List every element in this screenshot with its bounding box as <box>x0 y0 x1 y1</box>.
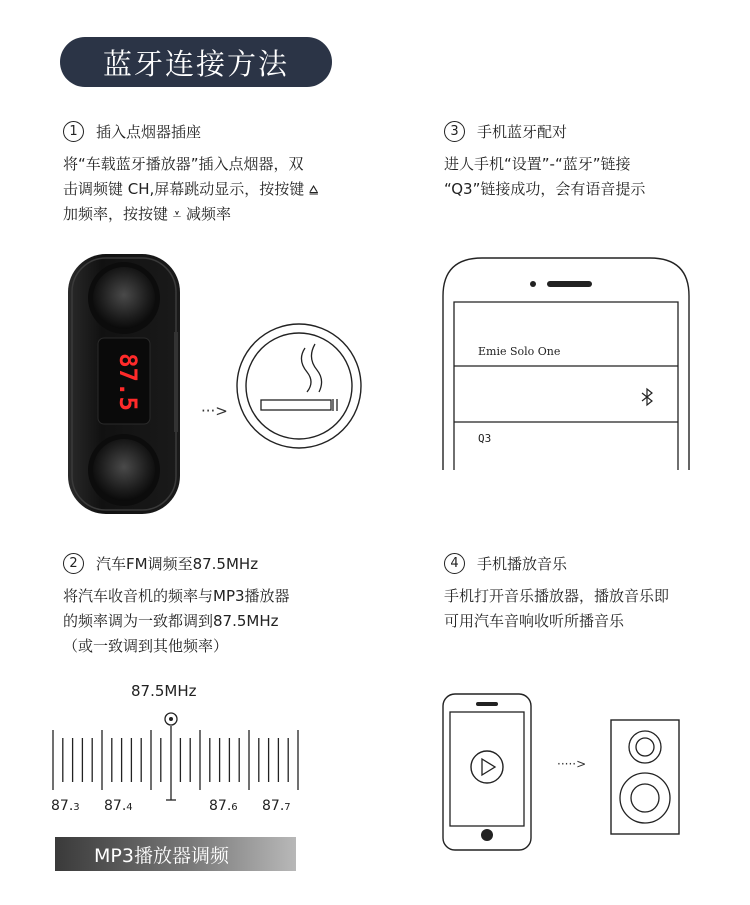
phone-list-item-3: Q3 <box>478 432 492 445</box>
tuner-label: 87.6 <box>209 798 238 814</box>
phone-music-player-image <box>441 692 533 852</box>
page-title: 蓝牙连接方法 <box>60 37 332 87</box>
arrow-2: ·····> <box>557 757 587 771</box>
desc-line: 将汽车收音机的频率与MP3播放器 <box>63 587 290 605</box>
tuner-label: 87.7 <box>262 798 291 814</box>
arrow-1: ···> <box>201 402 228 420</box>
cigarette-lighter-icon <box>233 320 365 452</box>
desc-line: 将“车载蓝牙播放器”插入点烟器，双 <box>63 155 304 173</box>
step-number: 1 <box>63 121 84 142</box>
step-3-description <box>444 152 645 202</box>
tuner-scale <box>48 708 308 803</box>
step-4-description <box>444 584 669 634</box>
step-2-heading <box>63 553 258 574</box>
bluetooth-icon <box>642 389 652 405</box>
step-title: 手机蓝牙配对 <box>477 123 568 141</box>
speaker-icon <box>609 718 681 836</box>
step-1-heading <box>63 121 201 142</box>
desc-line: 可用汽车音响收听所播音乐 <box>444 612 625 630</box>
play-icon <box>471 751 503 783</box>
step-title: 插入点烟器插座 <box>96 123 202 141</box>
mp3-tuning-banner: MP3播放器调频 <box>55 837 296 871</box>
tuner-label: 87.4 <box>104 798 133 814</box>
desc-line: 进人手机“设置”-“蓝牙”链接 <box>444 155 631 173</box>
step-4-heading <box>444 553 567 574</box>
desc-line: 的频率调为一致都调到87.5MHz <box>63 612 279 630</box>
desc-line: 加频率，按按键 ⩡ 减频率 <box>63 205 231 223</box>
step-2-description <box>63 584 290 659</box>
tuner-current-frequency: 87.5MHz <box>131 682 197 700</box>
step-number: 4 <box>444 553 465 574</box>
desc-line: “Q3”链接成功，会有语音提示 <box>444 180 646 198</box>
step-number: 2 <box>63 553 84 574</box>
step-title: 汽车FM调频至87.5MHz <box>96 555 259 573</box>
tuner-label: 87.3 <box>51 798 80 814</box>
device-display-text: 87.5 <box>114 353 142 411</box>
step-title: 手机播放音乐 <box>477 555 568 573</box>
car-bluetooth-player-image <box>62 252 184 517</box>
desc-line: 手机打开音乐播放器，播放音乐即 <box>444 587 670 605</box>
step-3-heading <box>444 121 567 142</box>
step-1-description <box>63 152 318 227</box>
phone-list-item-1: Emie Solo One <box>478 345 561 358</box>
step-number: 3 <box>444 121 465 142</box>
desc-line: （或一致调到其他频率） <box>63 637 229 655</box>
desc-line: 击调频键 CH,屏幕跳动显示，按按键 ⩠ <box>63 180 319 198</box>
